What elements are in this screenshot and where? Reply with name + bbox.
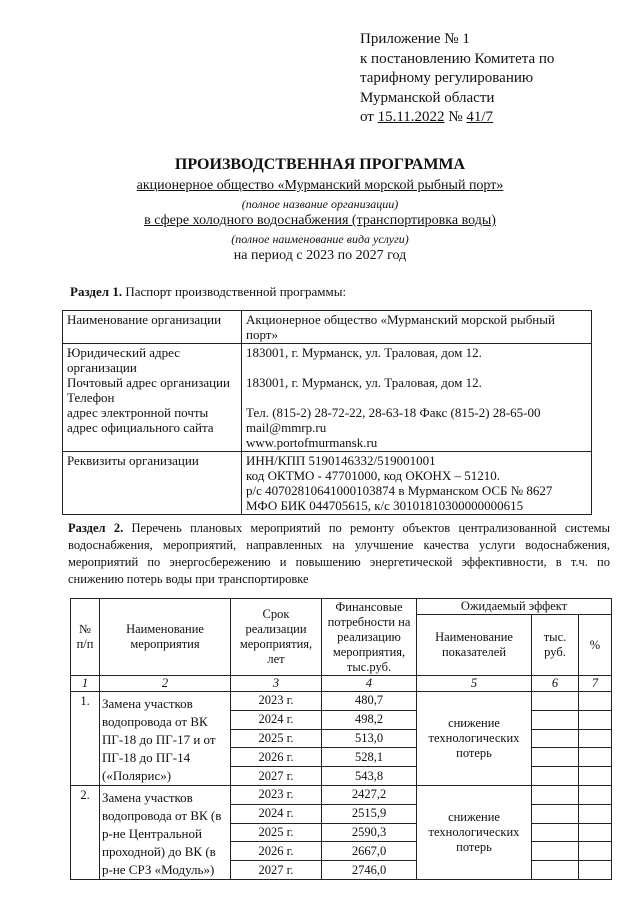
item-finance: 2515,9 xyxy=(322,804,417,823)
cell-label: Реквизиты организации xyxy=(63,452,242,515)
col-header-indicator: Наименование показателей xyxy=(417,615,532,676)
item-finance: 528,1 xyxy=(322,748,417,767)
col-header-rub: тыс. руб. xyxy=(532,615,579,676)
section1-heading xyxy=(70,284,346,300)
effect-pct-cell xyxy=(579,786,612,805)
item-finance: 2427,2 xyxy=(322,786,417,805)
section2-heading xyxy=(68,520,610,588)
cell-label: Наименование организации xyxy=(63,311,242,344)
item-number: 2. xyxy=(71,786,100,880)
legal-address: 183001, г. Мурманск, ул. Траловая, дом 12. xyxy=(246,345,482,360)
item-year: 2026 г. xyxy=(231,842,322,861)
table-row xyxy=(71,786,612,805)
item-year: 2027 г. xyxy=(231,861,322,880)
effect-pct-cell xyxy=(579,748,612,767)
col-number: 3 xyxy=(231,676,322,692)
item-effect: снижение технологических потерь xyxy=(417,786,532,880)
effect-pct-cell xyxy=(579,729,612,748)
appendix-line: к постановлению Комитета по xyxy=(360,50,555,67)
label-line: адрес электронной почты xyxy=(67,405,209,420)
cell-label xyxy=(63,344,242,452)
appendix-header xyxy=(360,30,554,128)
requisite-line: код ОКТМО - 47701000, код ОКОНХ – 51210. xyxy=(246,468,501,483)
service-name: в сфере холодного водоснабжения (транспортировка воды) xyxy=(144,213,496,228)
col-number: 2 xyxy=(100,676,231,692)
phone: Тел. (815-2) 28-72-22, 28-63-18 Факс (815-2) 28-65-00 xyxy=(246,405,541,420)
section-title: Паспорт производственной программы: xyxy=(122,284,347,299)
effect-rub-cell xyxy=(532,842,579,861)
email: mail@mmrp.ru xyxy=(246,420,327,435)
header-row xyxy=(71,599,612,615)
effect-pct-cell xyxy=(579,710,612,729)
table-row xyxy=(63,311,592,344)
postal-address: 183001, г. Мурманск, ул. Траловая, дом 12. xyxy=(246,375,482,390)
effect-pct-cell xyxy=(579,804,612,823)
col-number: 4 xyxy=(322,676,417,692)
item-name: Замена участков водопровода от ВК (в р-не Центральной проходной) до ВК (в р-не СРЗ «Модуль») xyxy=(100,786,231,880)
appendix-number: 41/7 xyxy=(466,109,494,125)
item-finance: 513,0 xyxy=(322,729,417,748)
effect-rub-cell xyxy=(532,804,579,823)
appendix-date: 15.11.2022 xyxy=(377,109,445,125)
website: www.portofmurmansk.ru xyxy=(246,435,378,450)
item-year: 2023 г. xyxy=(231,786,322,805)
requisite-line: р/с 40702810641000103874 в Мурманском ОСБ № 8627 xyxy=(246,483,553,498)
section-title: Перечень плановых мероприятий по ремонту объектов централизованной системы водоснабжения, мероприятий, направленных на улучшение качества услуги водоснабжения, мероприятий по энергосбережению и повышению энергетической эффективности, в т.ч. по снижению потерь воды при транспортировке xyxy=(68,521,610,586)
cell-value xyxy=(242,452,592,515)
item-finance: 2667,0 xyxy=(322,842,417,861)
effect-rub-cell xyxy=(532,748,579,767)
effect-rub-cell xyxy=(532,823,579,842)
no-prefix: № xyxy=(444,109,467,125)
table-row xyxy=(63,452,592,515)
col-header-pct: % xyxy=(579,615,612,676)
item-finance: 2746,0 xyxy=(322,861,417,880)
item-effect: снижение технологических потерь xyxy=(417,692,532,786)
requisite-line: ИНН/КПП 5190146332/519001001 xyxy=(246,453,436,468)
col-header-no: № п/п xyxy=(71,599,100,676)
effect-pct-cell xyxy=(579,692,612,711)
effect-rub-cell xyxy=(532,786,579,805)
effect-rub-cell xyxy=(532,861,579,880)
item-finance: 498,2 xyxy=(322,710,417,729)
appendix-line: Мурманской области xyxy=(360,89,495,106)
item-year: 2025 г. xyxy=(231,729,322,748)
col-header-finance: Финансовые потребности на реализацию мероприятия, тыс.руб. xyxy=(322,599,417,676)
cell-value xyxy=(242,344,592,452)
item-finance: 2590,3 xyxy=(322,823,417,842)
item-year: 2025 г. xyxy=(231,823,322,842)
cell-value: Акционерное общество «Мурманский морской рыбный порт» xyxy=(242,311,592,344)
column-number-row xyxy=(71,676,612,692)
section-label: Раздел 1. xyxy=(70,284,123,299)
item-name: Замена участков водопровода от ВК ПГ-18 до ПГ-17 и от ПГ-18 до ПГ-14 («Полярис») xyxy=(100,692,231,786)
page-title: ПРОИЗВОДСТВЕННАЯ ПРОГРАММА xyxy=(174,156,466,173)
col-number: 5 xyxy=(417,676,532,692)
effect-rub-cell xyxy=(532,767,579,786)
section-label: Раздел 2. xyxy=(68,521,124,535)
item-year: 2023 г. xyxy=(231,692,322,711)
effect-rub-cell xyxy=(532,710,579,729)
appendix-line: тарифному регулированию xyxy=(360,70,534,86)
requisite-line: МФО БИК 044705615, к/с 30101810300000000615 xyxy=(246,498,524,513)
col-number: 6 xyxy=(532,676,579,692)
effect-rub-cell xyxy=(532,729,579,748)
col-header-effect: Ожидаемый эффект xyxy=(417,599,612,615)
col-header-term: Срок реализации мероприятия, лет xyxy=(231,599,322,676)
label-line: Телефон xyxy=(67,390,115,405)
effect-pct-cell xyxy=(579,823,612,842)
effect-rub-cell xyxy=(532,692,579,711)
appendix-date-line xyxy=(360,108,554,128)
item-finance: 480,7 xyxy=(322,692,417,711)
org-name: акционерное общество «Мурманский морской рыбный порт» xyxy=(136,178,504,193)
item-year: 2026 г. xyxy=(231,748,322,767)
passport-table xyxy=(62,310,592,515)
period: на период с 2023 по 2027 год xyxy=(233,248,407,263)
appendix-line: Приложение № 1 xyxy=(360,31,470,47)
label-line: Почтовый адрес организации xyxy=(67,375,230,390)
effect-pct-cell xyxy=(579,861,612,880)
item-year: 2024 г. xyxy=(231,804,322,823)
measures-table xyxy=(70,598,612,880)
table-row xyxy=(71,692,612,711)
col-number: 1 xyxy=(71,676,100,692)
col-number: 7 xyxy=(579,676,612,692)
item-number: 1. xyxy=(71,692,100,786)
org-name-note: (полное название организации) xyxy=(241,197,399,211)
effect-pct-cell xyxy=(579,842,612,861)
service-note: (полное наименование вида услуги) xyxy=(231,232,409,246)
effect-pct-cell xyxy=(579,767,612,786)
col-header-name: Наименование мероприятия xyxy=(100,599,231,676)
date-prefix: от xyxy=(360,109,378,125)
table-row xyxy=(63,344,592,452)
item-year: 2024 г. xyxy=(231,710,322,729)
label-line: адрес официального сайта xyxy=(67,420,214,435)
item-finance: 543,8 xyxy=(322,767,417,786)
item-year: 2027 г. xyxy=(231,767,322,786)
label-line: Юридический адрес организации xyxy=(67,345,181,375)
